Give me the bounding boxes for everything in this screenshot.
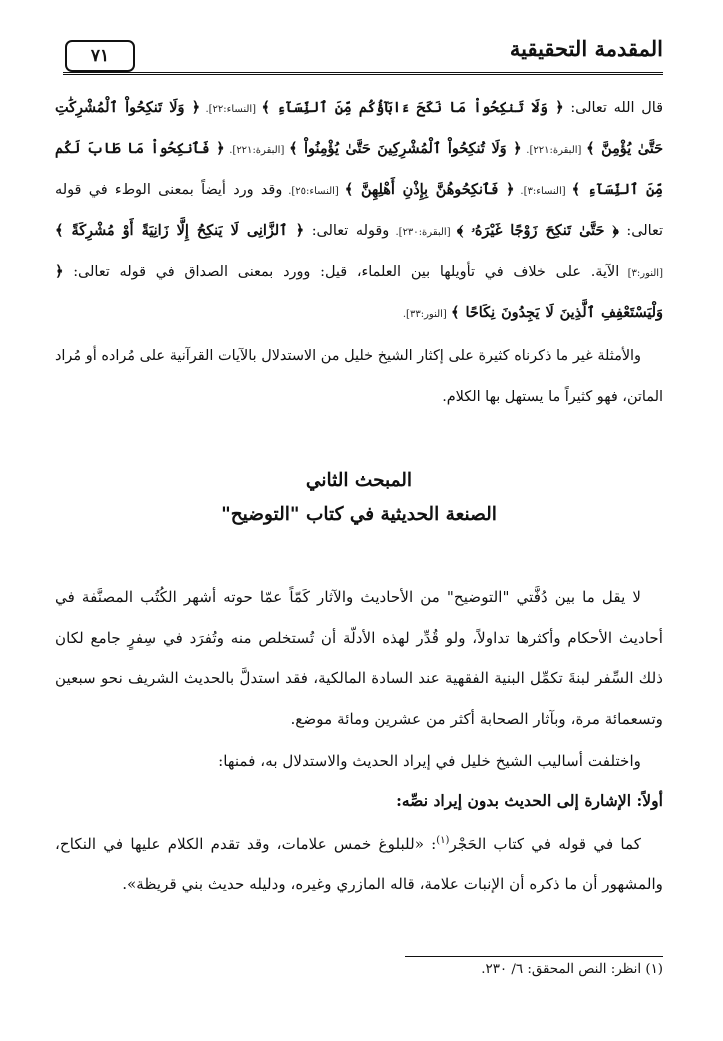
page-body <box>55 88 663 904</box>
hadith-overview-paragraph: لا يقل ما بين دُفَّتي "التوضيح" من الأحاديث والآثار كَمّاً عمّا حوته أشهر الكُتُب المصنَّفة في أحاديث الأحكام وأكثرها تداولاً، ولو قُدِّر لهذه الأدلّة أن تُستخلص منه وتُفرَد في سِفرٍ جامع لكان ذلك السِّفر لبنةَ تكمِّل البنية الفقهية عند السادة المالكية، فقد استدلَّ بالحديث الشريف نحو سبعين وتسعمائة مرة، وبآثار الصحابة أكثر من عشرين ومائة موضع. <box>55 588 663 728</box>
quran-verse: ﴿ وَلْيَسْتَعْفِفِ ٱلَّذِينَ لَا يَجِدُونَ نِكَاحًا ﴾ <box>55 263 663 321</box>
method-one-example-paragraph <box>55 821 663 904</box>
quran-verse: ﴿ وَلَا تَنكِحُواْ مَا نَكَحَ ءَابَآؤُكُم مِّنَ ٱلنِّسَآءِ ﴾ <box>261 99 564 116</box>
examples-paragraph: والأمثلة غير ما ذكرناه كثيرة على إكثار الشيخ خليل من الاستدلال بالآيات القرآنية على مُراده أو مُراد الماتن، فهو كثيراً ما يستهل بها الكلام. <box>55 348 663 405</box>
surah-reference: [النور:٣] <box>619 268 663 279</box>
section-heading: المبحث الثاني <box>305 470 413 491</box>
footnote-marker: (١) <box>436 835 450 846</box>
surah-reference: [البقرة:٢٢١]. <box>224 145 290 156</box>
intro-text: وقد ورد أيضاً بمعنى الوطء في قوله تعالى: <box>55 182 663 239</box>
intro-text: الآية. على خلاف في تأويلها بين العلماء، قيل: وورد بمعنى الصداق في قوله تعالى: <box>63 264 620 280</box>
quran-verse: ﴿ وَلَا تُنكِحُواْ ٱلْمُشْرِكِينَ حَتَّىٰ يُؤْمِنُواْ ﴾ <box>289 140 522 157</box>
surah-reference: [البقرة:٢٢١]. <box>521 145 587 156</box>
section-subtitle: الصنعة الحديثية في كتاب "التوضيح" <box>221 504 497 525</box>
surah-reference: [النساء:٣]. <box>514 186 572 197</box>
page-header <box>63 30 663 76</box>
methods-intro-paragraph: واختلفت أساليب الشيخ خليل في إيراد الحديث والاستدلال به، فمنها: <box>218 752 641 770</box>
example-text-quote: : «للبلوغ خمس علامات، وقد تقدم الكلام عليها في النكاح، والمشهور أن ما ذكره أن الإنبات علامة، قاله المازري وغيره، ودليله حديث بني قريظة». <box>55 835 663 894</box>
surah-reference: [النساء:٢٥]. <box>282 186 345 197</box>
method-one-heading: أولاً: الإشارة إلى الحديث بدون إيراد نصِّه: <box>396 791 663 810</box>
header-rule <box>63 72 663 75</box>
quran-verse: ﴿ فَٱنكِحُوهُنَّ بِإِذْنِ أَهْلِهِنَّ ﴾ <box>344 181 515 198</box>
example-text-start: كما في قوله في كتاب الحَجْر <box>449 835 642 854</box>
surah-reference: [النساء:٢٢]. <box>200 104 262 115</box>
quran-verse: ﴿ حَتَّىٰ تَنكِحَ زَوْجًا غَيْرَهُۥ ﴾ <box>456 222 619 239</box>
quran-verse: ﴿ وَلَا تَنكِحُواْ ٱلْمُشْرِكَٰتِ حَتَّىٰ يُؤْمِنَّ ﴾ <box>55 99 663 157</box>
surah-reference: [البقرة:٢٣٠]. <box>389 227 457 238</box>
intro-text: وقوله تعالى: <box>304 223 390 239</box>
quran-verse: ﴿ فَٱنكِحُواْ مَا طَابَ لَكُم مِّنَ ٱلنِّسَآءِ ﴾ <box>55 140 663 198</box>
page-number: ٧١ <box>65 40 135 72</box>
intro-paragraph <box>55 88 663 334</box>
footnote-rule <box>405 956 663 957</box>
running-title: المقدمة التحقيقية <box>509 36 663 61</box>
surah-reference: [النور:٣٣]. <box>402 309 452 320</box>
footnote: (١) انظر: النص المحقق: ٦/ ٢٣٠. <box>481 962 663 977</box>
intro-text: قال الله تعالى: <box>563 100 663 116</box>
quran-verse: ﴿ ٱلزَّانِى لَا يَنكِحُ إِلَّا زَانِيَةً أَوْ مُشْرِكَةً ﴾ <box>55 222 305 239</box>
